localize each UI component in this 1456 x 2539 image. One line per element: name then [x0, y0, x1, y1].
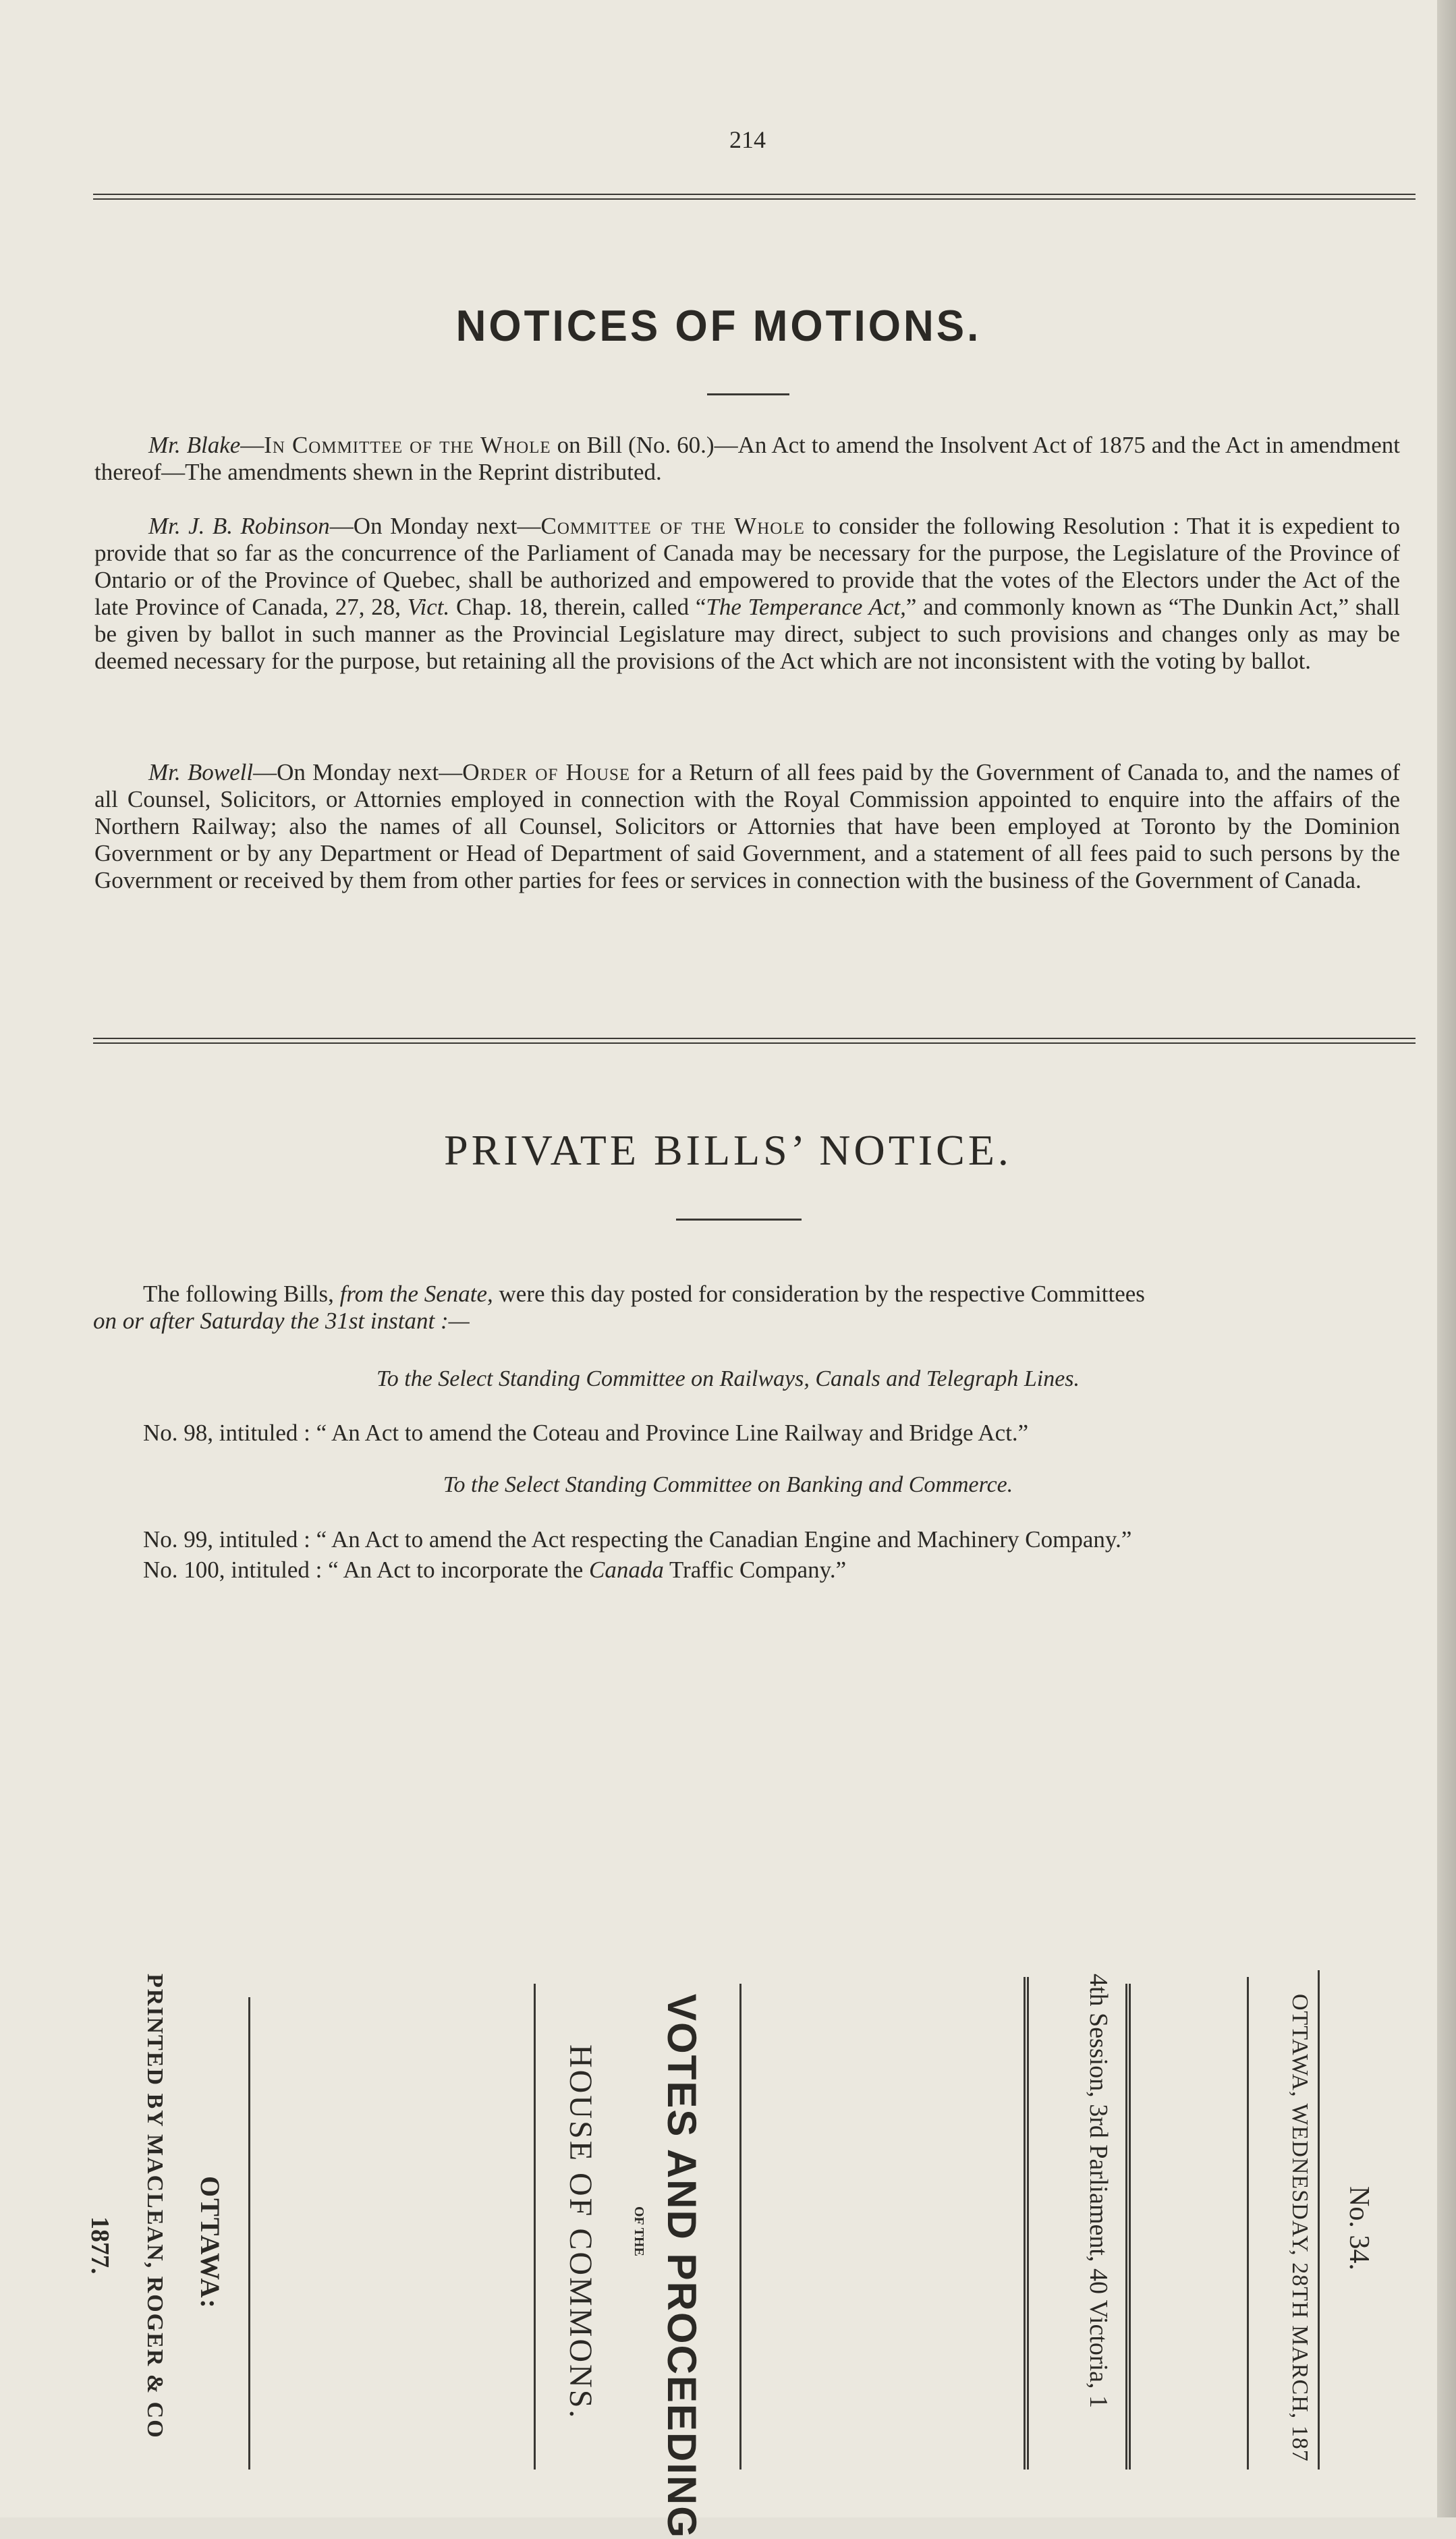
intro-source: from the Senate, [339, 1281, 493, 1307]
bills-intro-line2: on or after Saturday the 31st instant :— [93, 1308, 470, 1334]
cover-of-the: OF THE [632, 2206, 646, 2256]
intro-text-2: were this day posted for consideration by the respective Committees [499, 1281, 1145, 1307]
cover-rule-7 [248, 1997, 250, 2470]
motion-text-3: ” and commonly known as “The Dunkin Act,” shall be given by ballot in such manner as the Provincial Legislature may direct, subject to such provisions and changes only as may be deemed necessary for the purpose, but retaining all the provisions of the Act which are not inconsistent with the voting by ballot. [94, 594, 1400, 674]
private-bills-heading-rule [676, 1219, 802, 1221]
cover-rule-3 [1125, 1984, 1131, 2470]
cover-city: OTTAWA: [195, 2176, 225, 2310]
mover-name: Mr. J. B. Robinson [148, 513, 330, 539]
cover-title: VOTES AND PROCEEDING [659, 1994, 704, 2539]
motion-blake: Mr. Blake—In Committee of the Whole on Bill (No. 60.)—An Act to amend the Insolvent Act of 1875 and the Act in amendment thereof—The amendments shewn in the Reprint distributed. [94, 432, 1400, 485]
page-number: 214 [729, 126, 766, 153]
motion-type: Committee of the Whole [540, 513, 805, 539]
cover-date: OTTAWA, WEDNESDAY, 28TH MARCH, 187 [1287, 1994, 1312, 2462]
cover-year: 1877. [86, 2216, 114, 2275]
motion-type: Order of House [462, 759, 631, 785]
mover-name: Mr. Bowell [148, 759, 254, 785]
motion-text-2: Chap. 18, therein, called “ [456, 594, 706, 620]
motion-day: —On Monday next— [329, 513, 541, 539]
motions-heading: NOTICES OF MOTIONS. [455, 302, 982, 351]
motion-vict: Vict. [407, 594, 450, 620]
cover-rule-5 [739, 1984, 741, 2470]
motion-text: for a Return of all fees paid by the Government of Canada to, and the names of all Counsel, Solicitors, or Attornies employed in connection with the Royal Commission appointed to enquire into the affairs of the Northern Railway; also the names of all Counsel, Solicitors or Attornies that have been employed at Toronto by the Dominion Government or by any Department or Head of Department of said Government, and a statement of all fees paid to such persons by the Government or received by them from other parties for fees or services in connection with the business of the Government of Canada. [94, 759, 1401, 893]
motion-type: In Committee of the Whole [264, 432, 551, 458]
cover-session: 4th Session, 3rd Parliament, 40 Victoria, 1 [1084, 1974, 1113, 2408]
act-title: The Temperance Act, [706, 594, 906, 620]
motion-text: on Bill (No. 60.)—An Act to amend the Insolvent Act of 1875 and the Act in amendment thereof—The amendments shewn in the Reprint distributed. [94, 432, 1400, 485]
cover-rule-4 [1024, 1977, 1029, 2470]
cover-rule-6 [534, 1984, 536, 2470]
private-bills-heading: PRIVATE BILLS’ NOTICE. [444, 1126, 1012, 1174]
intro-text: The following Bills, [143, 1281, 334, 1307]
committee-banking: To the Select Standing Committee on Banking and Commerce. [443, 1472, 1013, 1497]
bill-100-name: Canada [588, 1557, 664, 1583]
motion-robinson [94, 513, 1400, 675]
bills-intro-line1 [143, 1281, 1145, 1308]
bill-100 [143, 1557, 846, 1584]
motion-bowell [94, 759, 1400, 894]
cover-rule-1 [1318, 1970, 1320, 2470]
mover-name: Mr. Blake [148, 432, 241, 458]
motion-text: to consider the following Resolution : That it is expedient to provide that so far as the concurrence of the Parliament of Canada may be necessary for the purpose, the Legislature of the Province of Ontario or of the Province of Quebec, shall be authorized and empowered to provide that the votes of the Electors under the Act of the late Province of Canada, 27, 28, [94, 513, 1400, 620]
committee-railways: To the Select Standing Committee on Railways, Canals and Telegraph Lines. [376, 1366, 1080, 1391]
bill-100-text: No. 100, intituled : “ An Act to incorporate the [143, 1557, 584, 1583]
cover-printer: PRINTED BY MACLEAN, ROGER & CO [142, 1974, 167, 2439]
bill-100-text-2: Traffic Company.” [669, 1557, 847, 1583]
cover-house: HOUSE OF COMMONS. [563, 2044, 598, 2420]
header-rule [93, 194, 1416, 200]
cover-rule-2 [1247, 1977, 1249, 2470]
page-edge [1437, 0, 1456, 2517]
bill-98: No. 98, intituled : “ An Act to amend the Coteau and Province Line Railway and Bridge Act.” [143, 1420, 1029, 1446]
section-rule [93, 1038, 1416, 1044]
motions-heading-rule [707, 393, 789, 395]
motion-day: —On Monday next— [253, 759, 463, 785]
bill-99: No. 99, intituled : “ An Act to amend the Act respecting the Canadian Engine and Machinery Company.” [143, 1526, 1132, 1553]
cover-number: No. 34. [1343, 2186, 1374, 2270]
